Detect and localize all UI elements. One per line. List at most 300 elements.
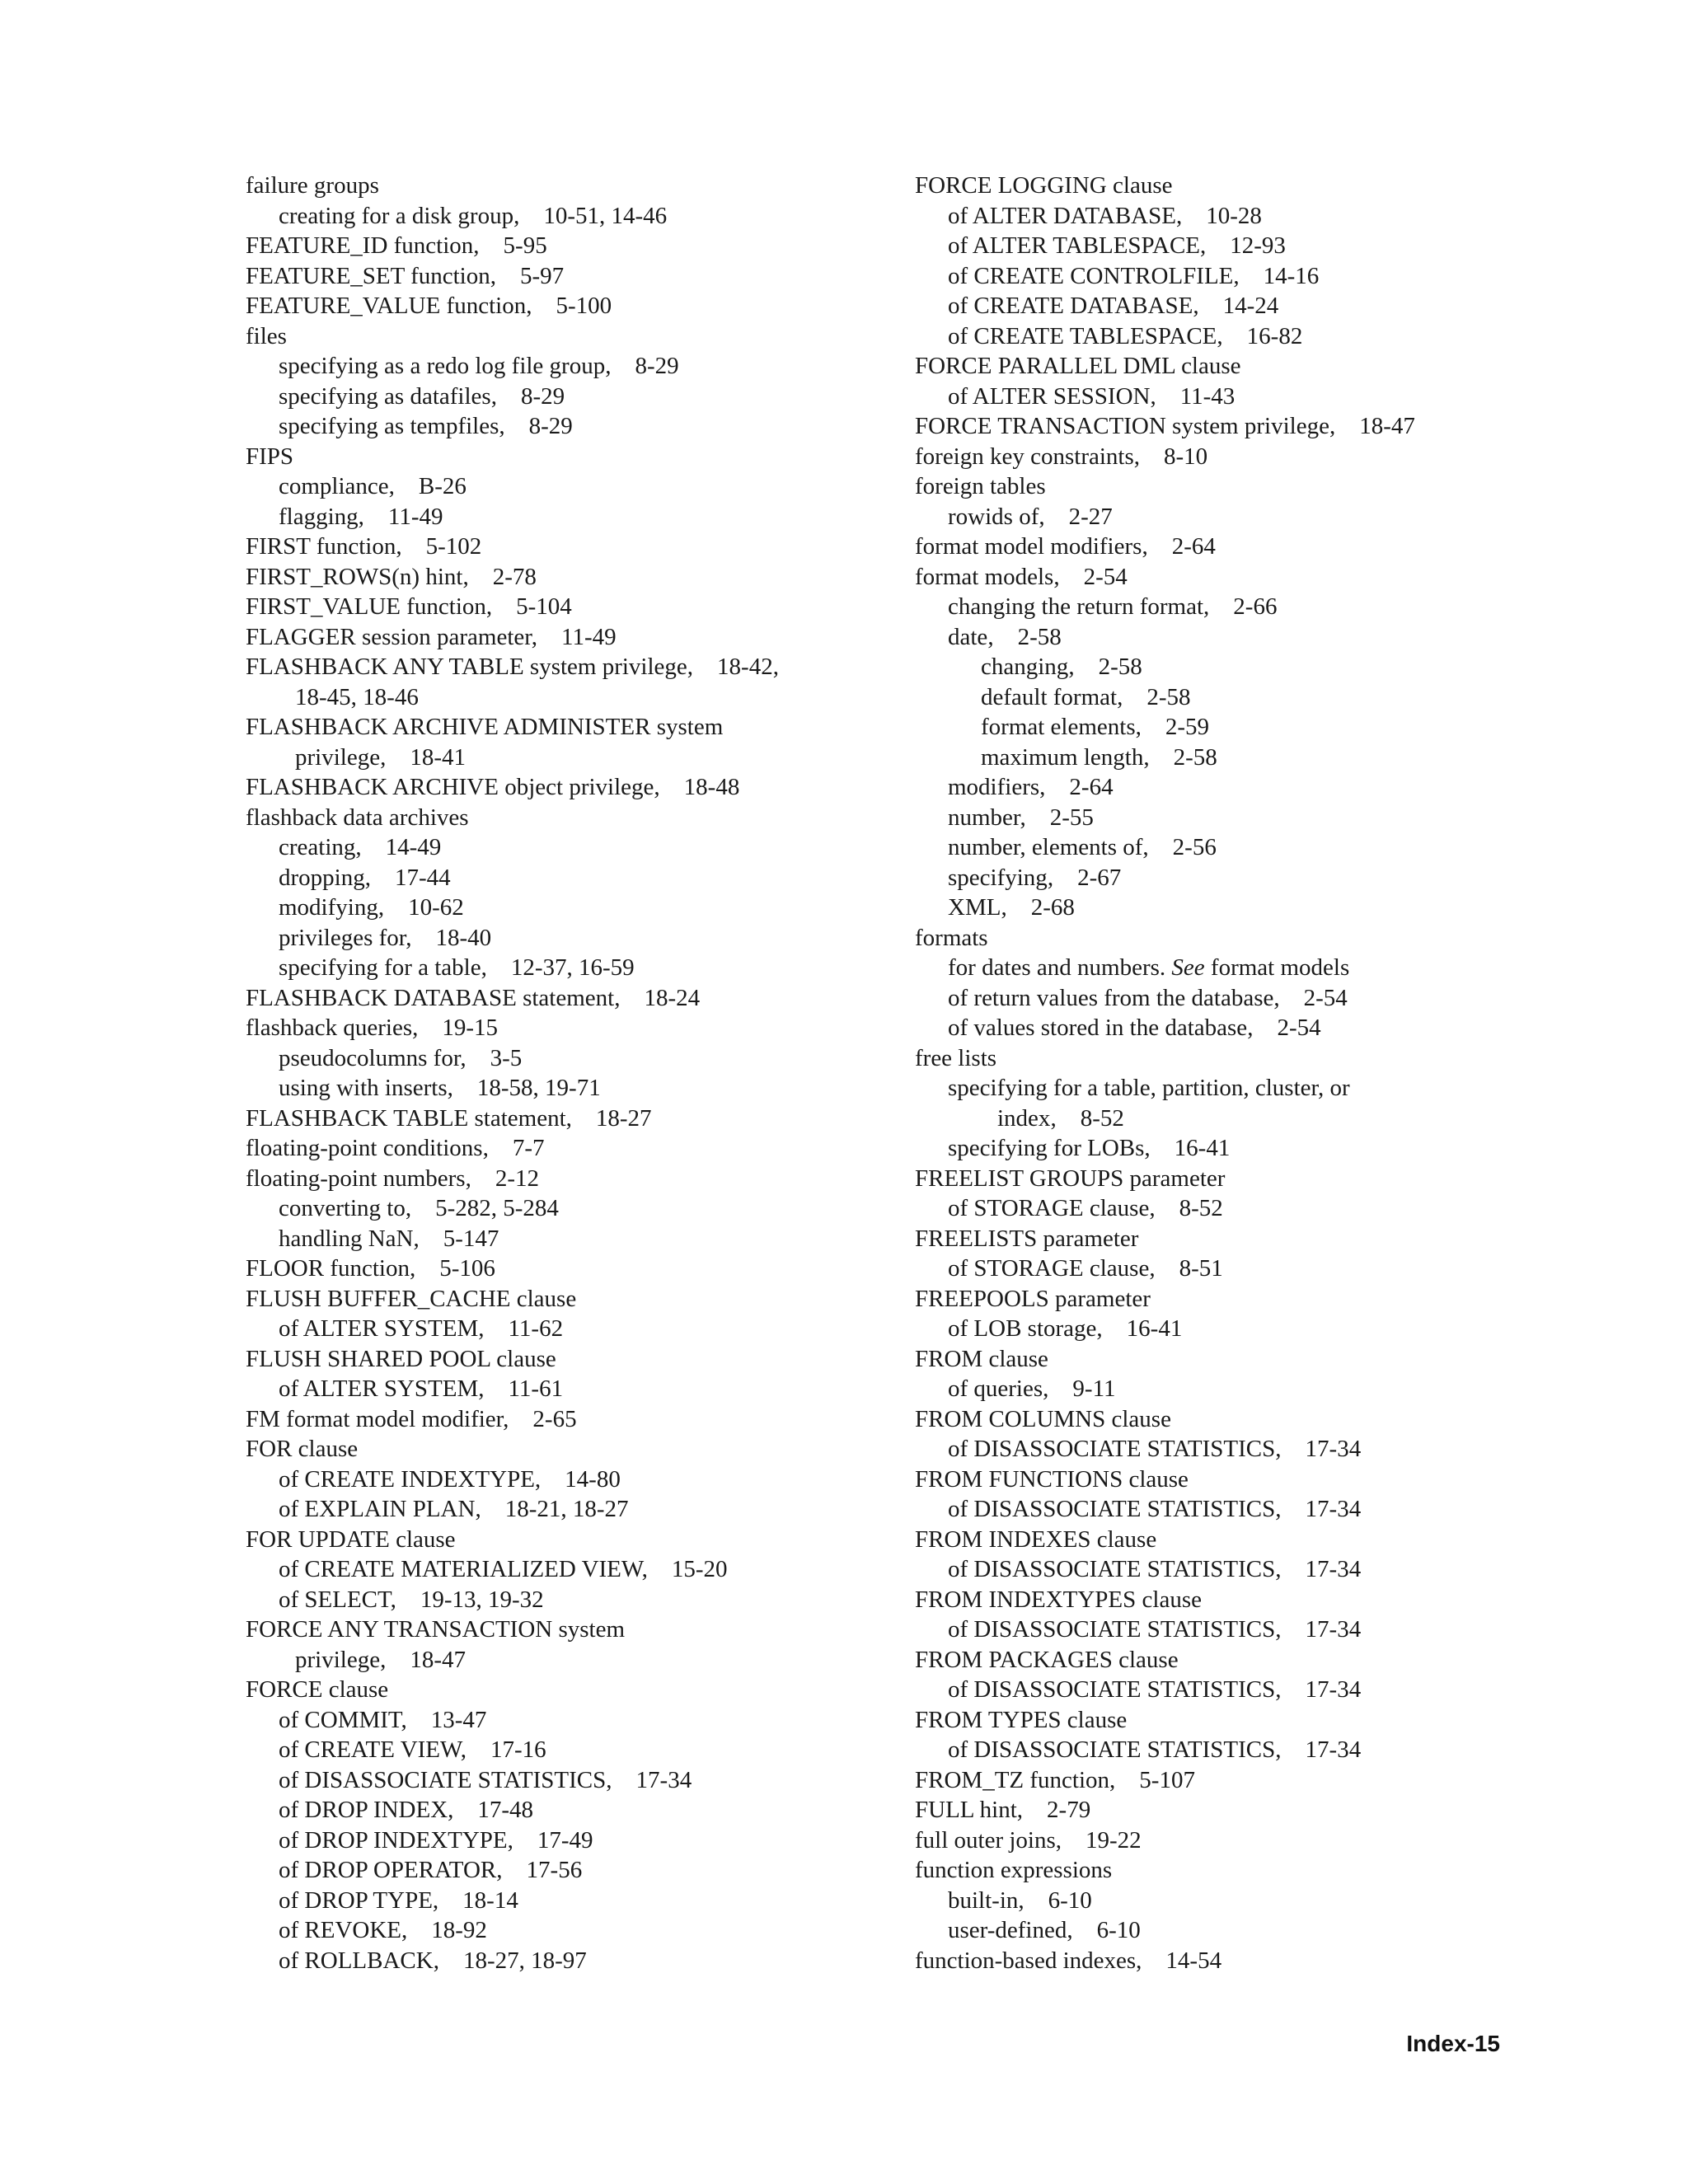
index-term: of DISASSOCIATE STATISTICS xyxy=(948,1676,1276,1703)
page-reference: , 18-27 xyxy=(566,1105,652,1132)
page-reference: , 2-55 xyxy=(1020,804,1093,831)
index-entry xyxy=(915,321,1508,352)
page-reference: , 19-13, 19-32 xyxy=(391,1586,544,1613)
index-term: of ALTER TABLESPACE xyxy=(948,232,1201,259)
index-entry xyxy=(246,1164,897,1194)
page-reference: , 8-10 xyxy=(1134,443,1207,470)
index-term: of ROLLBACK xyxy=(279,1947,434,1974)
index-term: 18-45, 18-46 xyxy=(295,683,419,710)
index-entry xyxy=(246,532,897,562)
index-term: FROM INDEXES clause xyxy=(915,1526,1157,1553)
page-reference: , 17-34 xyxy=(1275,1496,1361,1522)
index-entry xyxy=(246,743,897,773)
index-entry xyxy=(246,1434,897,1465)
index-entry xyxy=(246,171,897,201)
index-entry xyxy=(915,1855,1508,1886)
page-reference: , 16-41 xyxy=(1144,1135,1230,1161)
index-entry xyxy=(915,682,1508,713)
index-entry xyxy=(915,803,1508,833)
index-entry xyxy=(915,442,1508,472)
page-reference: , 8-52 xyxy=(1149,1195,1222,1221)
index-term: privilege xyxy=(295,743,381,771)
index-entry xyxy=(246,1013,897,1043)
index-term: changing the return format xyxy=(948,593,1204,620)
index-entry xyxy=(246,1946,897,1976)
page-reference: , 19-22 xyxy=(1056,1827,1142,1854)
index-term: files xyxy=(246,322,287,349)
index-entry xyxy=(915,231,1508,261)
index-term: FREELISTS parameter xyxy=(915,1225,1139,1252)
index-entry xyxy=(915,652,1508,682)
index-entry xyxy=(915,1013,1508,1043)
page-reference: , 18-41 xyxy=(380,744,466,771)
index-term: FROM clause xyxy=(915,1345,1048,1372)
index-entry xyxy=(915,863,1508,893)
index-entry xyxy=(915,832,1508,863)
index-entry xyxy=(246,1554,897,1585)
index-term: of EXPLAIN PLAN xyxy=(279,1496,476,1522)
index-entry xyxy=(246,1465,897,1495)
page-reference: , 17-34 xyxy=(1275,1676,1361,1703)
index-term: of DISASSOCIATE STATISTICS xyxy=(948,1436,1276,1462)
index-term: FREEPOOLS parameter xyxy=(915,1285,1151,1312)
index-term: built-in xyxy=(948,1886,1019,1914)
index-entry xyxy=(915,1705,1508,1736)
index-term: of DISASSOCIATE STATISTICS xyxy=(948,1496,1276,1522)
index-entry xyxy=(915,1585,1508,1615)
index-entry xyxy=(915,471,1508,502)
page-reference: , 8-29 xyxy=(499,413,572,439)
page-reference: , 2-58 xyxy=(1143,744,1217,771)
page-reference: , 5-104 xyxy=(486,593,572,620)
page-reference: , 11-49 xyxy=(532,624,617,650)
index-entry xyxy=(915,622,1508,653)
page-reference: , 17-49 xyxy=(508,1827,593,1854)
page-reference: , 18-58, 19-71 xyxy=(448,1075,601,1101)
index-term: of values stored in the database xyxy=(948,1015,1248,1041)
page-reference: , 8-51 xyxy=(1149,1255,1222,1282)
index-term: FREELIST GROUPS parameter xyxy=(915,1165,1226,1192)
page-reference: , 19-15 xyxy=(412,1015,498,1041)
index-term: default format xyxy=(981,683,1118,710)
index-term: FROM TYPES clause xyxy=(915,1706,1128,1733)
index-term: FORCE clause xyxy=(246,1676,389,1703)
index-entry xyxy=(915,1404,1508,1435)
page-reference: , 2-54 xyxy=(1247,1015,1320,1041)
page-reference: , 17-34 xyxy=(1275,1616,1361,1643)
index-term: dropping xyxy=(279,864,365,891)
page-reference: , 2-65 xyxy=(503,1406,576,1432)
index-entry xyxy=(246,1494,897,1525)
index-term: of CREATE INDEXTYPE xyxy=(279,1465,535,1493)
index-entry xyxy=(915,1525,1508,1555)
index-term: specifying as a redo log file group xyxy=(279,353,606,379)
index-entry xyxy=(246,442,897,472)
index-entry xyxy=(246,1615,897,1645)
page-reference: , 15-20 xyxy=(642,1556,728,1582)
index-term: FEATURE_SET function xyxy=(246,262,490,289)
index-entry xyxy=(246,1915,897,1946)
index-entry xyxy=(915,382,1508,412)
index-entry xyxy=(915,983,1508,1014)
index-entry xyxy=(246,562,897,593)
index-entry xyxy=(915,772,1508,803)
page-reference: , 18-14 xyxy=(433,1887,518,1914)
page-reference: , 17-34 xyxy=(606,1767,692,1793)
index-term: FIRST_VALUE function xyxy=(246,593,486,620)
index-term: of ALTER SYSTEM xyxy=(279,1376,479,1402)
index-term: of DROP INDEX xyxy=(279,1797,448,1823)
index-term: specifying as datafiles xyxy=(279,382,491,410)
page-reference: , 12-37, 16-59 xyxy=(481,954,635,981)
index-entry xyxy=(915,201,1508,232)
index-entry xyxy=(915,171,1508,201)
index-term: FLASHBACK TABLE statement xyxy=(246,1104,566,1132)
index-term: converting to xyxy=(279,1195,406,1221)
index-entry xyxy=(915,1224,1508,1254)
page-reference: , 14-54 xyxy=(1136,1947,1221,1974)
page-reference: , 14-16 xyxy=(1233,263,1319,289)
index-term: of DROP OPERATOR xyxy=(279,1857,497,1883)
page-reference: , 6-10 xyxy=(1018,1887,1091,1914)
index-column-right xyxy=(915,171,1508,1975)
index-term: privileges for xyxy=(279,924,406,951)
index-term: flashback queries xyxy=(246,1015,413,1041)
index-term: index xyxy=(997,1104,1051,1132)
page-reference: , 8-52 xyxy=(1050,1105,1123,1132)
index-term: foreign key constraints xyxy=(915,443,1134,470)
index-entry xyxy=(246,411,897,442)
index-term: FORCE LOGGING clause xyxy=(915,172,1173,199)
page-reference: , 6-10 xyxy=(1067,1917,1140,1943)
index-term: FORCE TRANSACTION system privilege xyxy=(915,413,1329,439)
index-entry xyxy=(915,1615,1508,1645)
index-term: of queries xyxy=(948,1376,1043,1402)
index-entry xyxy=(915,1765,1508,1796)
index-entry xyxy=(246,592,897,622)
page-reference: , 8-29 xyxy=(605,353,678,379)
index-entry xyxy=(915,1554,1508,1585)
page-reference: , 10-28 xyxy=(1176,203,1262,229)
index-term: of CREATE CONTROLFILE xyxy=(948,262,1234,289)
page-reference: , 17-48 xyxy=(448,1797,533,1823)
index-term: number, elements of xyxy=(948,834,1143,860)
index-term: FLUSH BUFFER_CACHE clause xyxy=(246,1285,577,1312)
index-entry xyxy=(246,863,897,893)
index-entry xyxy=(915,502,1508,532)
index-term: modifying xyxy=(279,894,378,921)
page-reference: , 11-62 xyxy=(478,1315,563,1342)
index-term: FLASHBACK ANY TABLE system privilege xyxy=(246,654,687,680)
index-entry xyxy=(915,1494,1508,1525)
index-entry xyxy=(915,1886,1508,1916)
page-reference: , 2-58 xyxy=(1117,684,1190,710)
index-entry xyxy=(915,712,1508,743)
page-reference: , 5-100 xyxy=(526,293,612,319)
index-entry xyxy=(915,592,1508,622)
page-reference: , 2-54 xyxy=(1053,564,1127,590)
page-reference: , 14-80 xyxy=(535,1466,621,1493)
index-term: specifying xyxy=(948,864,1048,891)
index-term: of ALTER SESSION xyxy=(948,382,1151,410)
index-entry xyxy=(246,1765,897,1796)
index-term: of REVOKE xyxy=(279,1917,402,1943)
index-term: formats xyxy=(915,924,988,951)
index-term: full outer joins xyxy=(915,1826,1056,1854)
index-entry xyxy=(246,1525,897,1555)
page-reference: , 11-61 xyxy=(478,1376,563,1402)
index-term: function expressions xyxy=(915,1857,1113,1883)
index-term: floating-point conditions xyxy=(246,1135,483,1161)
index-entry xyxy=(915,1193,1508,1224)
index-entry xyxy=(246,1104,897,1134)
index-term: FIRST_ROWS(n) hint xyxy=(246,563,463,590)
page-reference: , 2-58 xyxy=(1068,654,1142,680)
index-term: FROM COLUMNS clause xyxy=(915,1405,1171,1432)
index-entry xyxy=(915,1344,1508,1375)
page-reference: , B-26 xyxy=(389,473,467,499)
index-entry xyxy=(246,1825,897,1856)
index-entry xyxy=(246,1855,897,1886)
index-term: of DISASSOCIATE STATISTICS xyxy=(948,1736,1276,1763)
index-entry xyxy=(246,1073,897,1104)
index-entry xyxy=(246,923,897,954)
page-reference: , 18-21, 18-27 xyxy=(475,1496,628,1522)
index-entry xyxy=(246,1886,897,1916)
index-entry xyxy=(246,1314,897,1344)
see-reference: See xyxy=(1171,954,1205,981)
index-term: FLASHBACK DATABASE statement xyxy=(246,984,615,1011)
index-term: compliance xyxy=(279,473,389,499)
page-reference: , 9-11 xyxy=(1043,1376,1115,1402)
index-entry xyxy=(246,1645,897,1675)
index-entry xyxy=(246,351,897,382)
page-number: Index-15 xyxy=(1406,2031,1500,2056)
index-term: creating for a disk group xyxy=(279,202,514,229)
index-entry xyxy=(246,1254,897,1284)
index-term: FLAGGER session parameter xyxy=(246,623,532,650)
page-reference: , 17-34 xyxy=(1275,1736,1361,1763)
page-reference: , 3-5 xyxy=(460,1045,522,1071)
page-reference: , 8-29 xyxy=(491,383,565,410)
index-term: format elements xyxy=(981,714,1136,740)
index-term: XML xyxy=(948,894,1001,921)
index-term: handling NaN xyxy=(279,1225,414,1252)
index-term: FORCE ANY TRANSACTION system xyxy=(246,1616,626,1643)
index-term: FROM INDEXTYPES clause xyxy=(915,1586,1202,1613)
page-reference: , 12-93 xyxy=(1200,232,1286,259)
index-term: floating-point numbers xyxy=(246,1165,466,1192)
index-term: user-defined xyxy=(948,1917,1067,1943)
index-entry xyxy=(246,1344,897,1375)
index-entry xyxy=(246,983,897,1014)
index-term: failure groups xyxy=(246,172,379,199)
page-reference: , 18-48 xyxy=(654,774,739,800)
index-term: function-based indexes xyxy=(915,1947,1137,1974)
page-reference: , 18-47 xyxy=(380,1647,466,1673)
index-term: of STORAGE clause xyxy=(948,1195,1150,1221)
index-entry xyxy=(246,1675,897,1705)
page-reference: , 18-92 xyxy=(401,1917,487,1943)
index-term: specifying for a table xyxy=(279,954,481,981)
index-entry xyxy=(246,652,897,682)
page-reference: , 5-102 xyxy=(396,533,481,560)
index-entry xyxy=(246,953,897,983)
index-entry xyxy=(246,1585,897,1615)
index-column-left xyxy=(246,171,897,1975)
page-reference: , 2-78 xyxy=(462,564,536,590)
index-entry xyxy=(246,291,897,321)
index-term: specifying for a table, partition, cluster, or xyxy=(948,1075,1350,1101)
page-reference: , 2-67 xyxy=(1048,865,1121,891)
page-reference: , 18-24 xyxy=(614,985,700,1011)
index-entry xyxy=(915,1946,1508,1976)
index-entry xyxy=(246,1374,897,1404)
index-entry xyxy=(246,321,897,352)
index-entry xyxy=(915,1645,1508,1675)
index-entry xyxy=(246,893,897,923)
page-reference: , 5-106 xyxy=(410,1255,495,1282)
index-entry xyxy=(915,1675,1508,1705)
index-term: of STORAGE clause xyxy=(948,1255,1150,1282)
page-reference: , 10-62 xyxy=(378,894,464,921)
index-entry xyxy=(246,261,897,292)
page-reference: , 2-68 xyxy=(1001,894,1074,921)
page-reference: , 2-59 xyxy=(1136,714,1209,740)
page-reference: , 5-147 xyxy=(414,1226,499,1252)
index-term: of DISASSOCIATE STATISTICS xyxy=(279,1766,607,1793)
index-term: FOR UPDATE clause xyxy=(246,1526,456,1553)
index-entry xyxy=(915,1164,1508,1194)
index-term: flashback data archives xyxy=(246,804,469,831)
index-term: FLOOR function xyxy=(246,1255,410,1282)
index-term: changing xyxy=(981,654,1069,680)
index-entry xyxy=(246,1705,897,1736)
index-term: specifying for LOBs xyxy=(948,1135,1145,1161)
index-term: rowids of xyxy=(948,503,1039,530)
index-entry xyxy=(915,532,1508,562)
index-term: of DISASSOCIATE STATISTICS xyxy=(948,1556,1276,1582)
index-term: format model modifiers xyxy=(915,533,1142,560)
index-term: flagging xyxy=(279,503,359,530)
index-entry xyxy=(915,1043,1508,1074)
index-term: of DISASSOCIATE STATISTICS xyxy=(948,1616,1276,1643)
index-term: of CREATE TABLESPACE xyxy=(948,322,1217,349)
index-entry xyxy=(915,411,1508,442)
index-entry xyxy=(915,1465,1508,1495)
index-entry xyxy=(246,832,897,863)
page-reference: , 14-49 xyxy=(355,834,441,860)
page-reference: , 2-66 xyxy=(1203,593,1277,620)
index-term: pseudocolumns for xyxy=(279,1044,461,1071)
index-term: of DROP INDEXTYPE xyxy=(279,1826,508,1854)
index-term: of DROP TYPE xyxy=(279,1886,433,1914)
index-term: of CREATE VIEW xyxy=(279,1736,461,1763)
index-entry xyxy=(915,1374,1508,1404)
index-entry xyxy=(915,743,1508,773)
page-reference: , 18-42, xyxy=(687,654,779,680)
page-reference: , 16-82 xyxy=(1217,323,1302,349)
page-reference: , 2-58 xyxy=(987,624,1061,650)
index-entry xyxy=(246,1043,897,1074)
page-reference: , 11-43 xyxy=(1150,383,1235,410)
index-term: FROM_TZ function xyxy=(915,1766,1110,1793)
index-entry xyxy=(915,291,1508,321)
page-reference: , 2-54 xyxy=(1273,985,1347,1011)
index-term: of SELECT xyxy=(279,1586,391,1613)
index-entry xyxy=(246,622,897,653)
index-entry xyxy=(915,1104,1508,1134)
index-term: of ALTER DATABASE xyxy=(948,202,1176,229)
index-term: number xyxy=(948,804,1020,831)
index-entry xyxy=(915,923,1508,954)
page-reference: , 5-95 xyxy=(473,232,546,259)
index-entry xyxy=(915,953,1508,983)
index-entry xyxy=(915,1254,1508,1284)
index-entry xyxy=(246,471,897,502)
index-term: of ALTER SYSTEM xyxy=(279,1315,479,1342)
page-reference: , 18-47 xyxy=(1329,413,1415,439)
index-entry xyxy=(246,502,897,532)
index-term: of LOB storage xyxy=(948,1315,1097,1342)
index-term: FIRST function xyxy=(246,533,396,560)
index-term: modifiers xyxy=(948,774,1040,800)
page-reference: , 2-27 xyxy=(1039,504,1112,530)
index-term: foreign tables xyxy=(915,473,1046,499)
index-term: FEATURE_ID function xyxy=(246,232,474,259)
index-term: of CREATE MATERIALIZED VIEW xyxy=(279,1556,642,1582)
index-term: of return values from the database xyxy=(948,984,1274,1011)
page-reference: , 18-40 xyxy=(406,925,491,951)
page-reference: , 7-7 xyxy=(483,1135,545,1161)
page-reference: , 2-79 xyxy=(1017,1797,1090,1823)
page-reference: , 17-16 xyxy=(461,1736,546,1763)
index-term: FLUSH SHARED POOL clause xyxy=(246,1345,556,1372)
index-entry xyxy=(915,1915,1508,1946)
index-term: date xyxy=(948,623,988,650)
index-entry xyxy=(915,1314,1508,1344)
index-entry xyxy=(246,201,897,232)
index-entry xyxy=(915,1133,1508,1164)
index-entry xyxy=(246,1404,897,1435)
index-entry xyxy=(915,1073,1508,1104)
page-reference: , 5-282, 5-284 xyxy=(406,1195,559,1221)
index-entry xyxy=(246,712,897,743)
index-term: for dates and numbers. xyxy=(948,954,1166,981)
index-entry xyxy=(915,1825,1508,1856)
index-entry xyxy=(246,382,897,412)
index-term: FEATURE_VALUE function xyxy=(246,293,527,319)
page-reference: , 2-64 xyxy=(1039,774,1113,800)
index-entry xyxy=(246,1224,897,1254)
page-reference: , 5-107 xyxy=(1109,1767,1195,1793)
index-term: FROM PACKAGES clause xyxy=(915,1646,1179,1673)
index-term: using with inserts xyxy=(279,1075,448,1101)
index-entry xyxy=(246,1284,897,1315)
page-reference: , 18-27, 18-97 xyxy=(434,1947,587,1974)
index-entry xyxy=(915,1735,1508,1765)
index-term: privilege xyxy=(295,1646,381,1673)
index-term: of CREATE DATABASE xyxy=(948,293,1193,319)
index-entry xyxy=(246,1795,897,1825)
index-entry xyxy=(915,351,1508,382)
page-reference: , 2-56 xyxy=(1142,834,1216,860)
index-entry xyxy=(246,231,897,261)
page-reference: , 10-51, 14-46 xyxy=(513,203,667,229)
index-entry xyxy=(246,1133,897,1164)
index-term: FROM FUNCTIONS clause xyxy=(915,1465,1189,1493)
page-reference: , 14-24 xyxy=(1193,293,1278,319)
